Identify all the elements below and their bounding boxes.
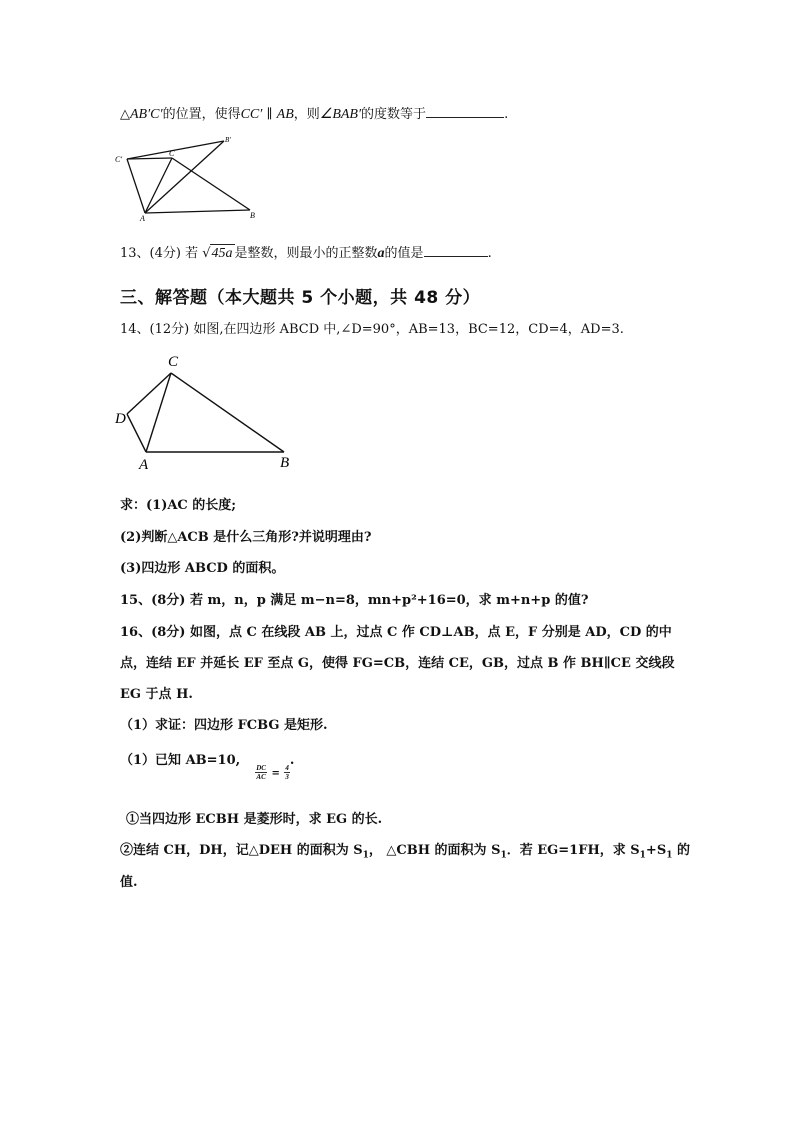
label-c: C — [168, 354, 179, 370]
label-b: B — [250, 211, 255, 220]
q13-period: . — [487, 246, 492, 261]
answer-blank[interactable] — [426, 104, 504, 118]
triangle-symbol: △ — [120, 107, 130, 122]
line-c1-a — [127, 159, 145, 213]
fraction-4-3 — [284, 764, 290, 781]
sub2-s4: 1 — [666, 850, 673, 861]
q14-figure — [112, 350, 297, 472]
q13-mid: 是整数，则最小的正整数 — [234, 246, 378, 261]
rhs-numerator: 4 — [285, 764, 289, 772]
q12-text — [120, 104, 508, 124]
label-b: B — [280, 455, 290, 471]
fraction-dc-ac — [255, 764, 267, 781]
line-c-b — [171, 373, 284, 452]
q12-angle: ∠BAB′ — [319, 107, 362, 122]
q14-part3: (3)四边形 ABCD 的面积。 — [120, 561, 285, 576]
line-c-b — [172, 158, 250, 210]
q13-var: a — [377, 246, 385, 261]
sub2-e: 的 — [672, 843, 690, 858]
q16-part2 — [120, 752, 295, 781]
q13-radicand: 45a — [211, 246, 233, 261]
sub2-c: ．若 EG=1FH，求 S — [506, 843, 640, 858]
section-heading: 三、解答题（本大题共 5 个小题，共 48 分） — [120, 288, 481, 308]
line-a-c — [145, 158, 172, 213]
line-a-b1 — [145, 141, 224, 213]
label-a: A — [140, 214, 145, 223]
q12-mid: 的位置，使得 — [162, 107, 241, 122]
frac-denominator: AC — [256, 773, 266, 781]
q13-text — [120, 243, 492, 263]
q14-part2: (2)判断△ACB 是什么三角形?并说明理由? — [120, 530, 372, 545]
q12-figure — [112, 132, 262, 227]
q14-stem: 14、(12分) 如图,在四边形 ABCD 中,∠D=90°，AB=13，BC=12，CD=4，AD=3. — [120, 322, 624, 337]
q16-sub2 — [120, 842, 690, 865]
q16-part2-prefix: （1）已知 AB=10, — [120, 753, 241, 768]
q12-cc: CC′ — [240, 107, 263, 122]
q12-triangle: AB′C′ — [130, 107, 163, 122]
sub2-b: ， △CBH 的面积为 S — [368, 843, 501, 858]
label-c1: C′ — [115, 155, 123, 164]
line-c1-b1 — [127, 141, 224, 159]
q12-ab: AB — [276, 107, 294, 122]
sub2-s2: 1 — [500, 850, 507, 861]
sub2-a: ②连结 CH，DH，记△DEH 的面积为 S — [120, 843, 363, 858]
q12-suffix: 的度数等于 — [361, 107, 427, 122]
q15-stem: 15、(8分) 若 m，n，p 满足 m−n=8，mn+p²+16=0，求 m+n+p 的值? — [120, 593, 589, 608]
line-d-a — [127, 414, 146, 452]
rhs-denominator: 3 — [285, 773, 289, 781]
frac-numerator: DC — [256, 764, 266, 772]
sqrt-sign: √ — [202, 246, 211, 261]
q16-line1: 16、(8分) 如图，点 C 在线段 AB 上，过点 C 作 CD⊥AB，点 E，F 分别是 AD，CD 的中 — [120, 625, 672, 640]
label-c: C — [169, 149, 175, 158]
q16-part1: （1）求证：四边形 FCBG 是矩形. — [120, 718, 328, 733]
q12-period: . — [504, 107, 509, 122]
parallel-symbol: ∥ — [266, 107, 273, 122]
q13-prefix: 13、(4分) 若 — [120, 246, 199, 261]
answer-blank[interactable] — [424, 243, 488, 257]
label-d: D — [115, 411, 126, 427]
sub2-s1: 1 — [362, 850, 369, 861]
q16-part2-suffix: . — [289, 753, 295, 768]
label-a: A — [139, 457, 149, 472]
q13-suffix: 的值是 — [384, 246, 424, 261]
q16-line2: 点，连结 EF 并延长 EF 至点 G，使得 FG=CB，连结 CE，GB，过点 B 作 BH∥CE 交线段 — [120, 656, 675, 671]
frac-equals: = — [271, 768, 280, 779]
q14-part1: 求：(1)AC 的长度; — [120, 498, 237, 513]
q16-sub2-tail: 值. — [120, 875, 138, 890]
line-a-b — [145, 210, 250, 213]
q16-sub1: ①当四边形 ECBH 是菱形时，求 EG 的长. — [126, 812, 383, 827]
q16-line3: EG 于点 H. — [120, 687, 193, 702]
q12-mid2: ，则 — [293, 107, 320, 122]
label-b1: B′ — [225, 136, 231, 144]
sub2-d: +S — [645, 843, 667, 858]
sub2-s3: 1 — [639, 850, 646, 861]
